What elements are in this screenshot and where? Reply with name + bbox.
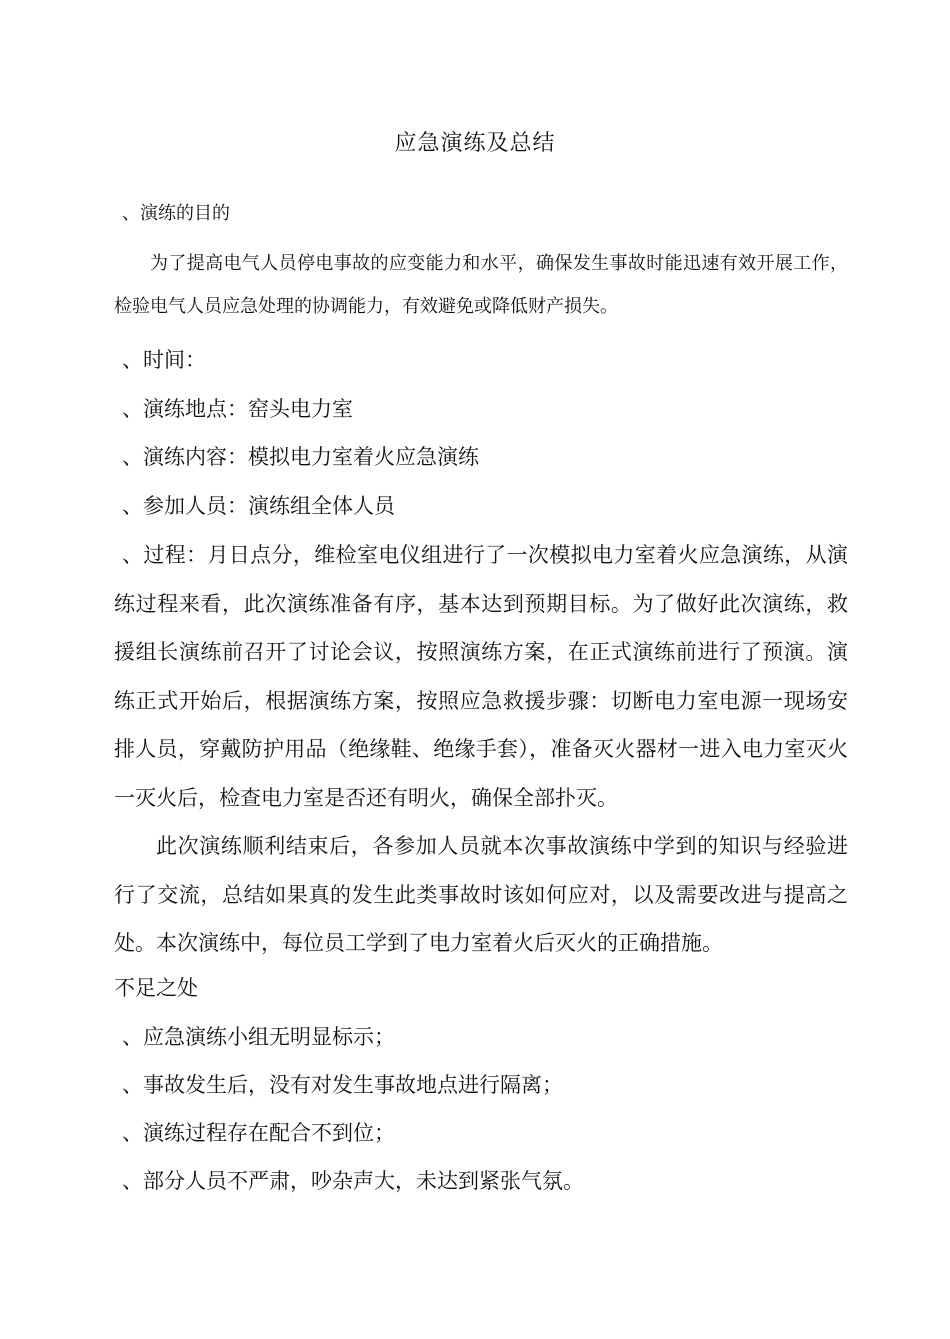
shortcoming-item: 、演练过程存在配合不到位；	[122, 1121, 395, 1145]
time-line: 、时间：	[122, 348, 206, 372]
shortcoming-item: 、部分人员不严肃，吵杂声大，未达到紧张气氛。	[122, 1169, 584, 1193]
shortcoming-item: 、事故发生后，没有对发生事故地点进行隔离；	[122, 1073, 563, 1097]
location-line: 、演练地点：窑头电力室	[122, 397, 353, 421]
section-heading-purpose: 、演练的目的	[122, 203, 230, 224]
document-title: 应急演练及总结	[394, 131, 556, 156]
summary-paragraph: 此次演练顺利结束后，各参加人员就本次事故演练中学到的知识与经验进行了交流，总结如果真的发生此类事故时该如何应对，以及需要改进与提高之处。本次演练中，每位员工学到了电力室着火后灭火的正确措施。	[114, 834, 848, 955]
shortcomings-heading: 不足之处	[114, 976, 198, 1000]
content-line: 、演练内容：模拟电力室着火应急演练	[122, 445, 479, 469]
participants-line: 、参加人员：演练组全体人员	[122, 494, 395, 518]
purpose-paragraph: 为了提高电气人员停电事故的应变能力和水平，确保发生事故时能迅速有效开展工作，检验电气人员应急处理的协调能力，有效避免或降低财产损失。	[114, 253, 848, 317]
shortcoming-item: 、应急演练小组无明显标示；	[122, 1025, 395, 1049]
process-paragraph: 、过程：月日点分，维检室电仪组进行了一次模拟电力室着火应急演练，从演练过程来看，此次演练准备有序，基本达到预期目标。为了做好此次演练，救援组长演练前召开了讨论会议，按照演练方案，在正式演练前进行了预演。演练正式开始后，根据演练方案，按照应急救援步骤：切断电力室电源一现场安排人员，穿戴防护用品（绝缘鞋、绝缘手套），准备灭火器材一进入电力室灭火一灭火后，检查电力室是否还有明火，确保全部扑灭。	[114, 543, 848, 810]
